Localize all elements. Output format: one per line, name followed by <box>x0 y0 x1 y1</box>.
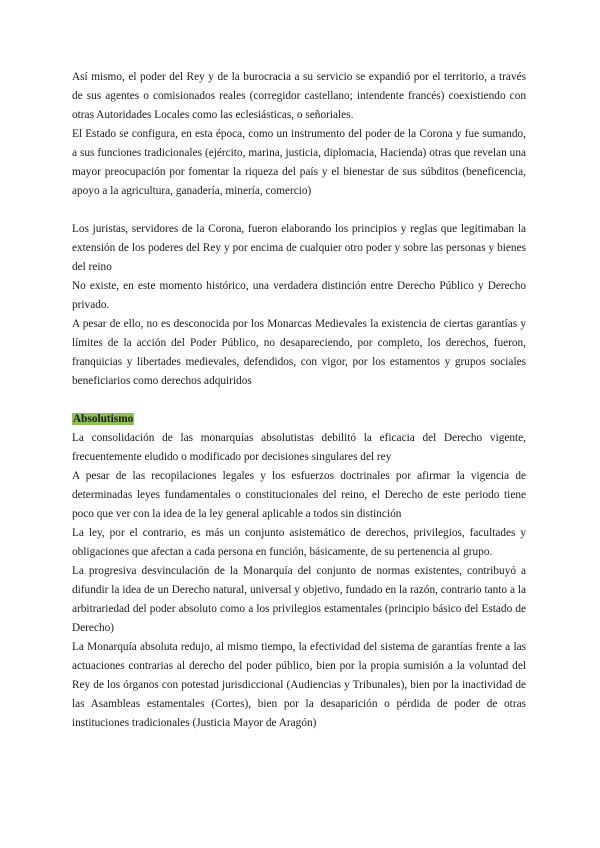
paragraph: La consolidación de las monarquías absolutistas debilitó la eficacia del Derecho vigente, frecuentemente eludido o modificado por decisiones singulares del rey <box>72 432 526 463</box>
blank-line <box>72 391 526 410</box>
paragraph: La ley, por el contrario, es más un conjunto asistemático de derechos, privilegios, facultades y obligaciones que afectan a cada persona en función, básicamente, de su pertenencia al grupo. <box>72 527 526 558</box>
paragraph: El Estado se configura, en esta época, como un instrumento del poder de la Corona y fue sumando, a sus funciones tradicionales (ejército, marina, justicia, diplomacia, Hacienda) otras que revelan una mayor preocupación por fomentar la riqueza del país y el bienestar de sus súbditos (beneficencia, apoyo a la agricultura, ganadería, minería, comercio) <box>72 128 526 197</box>
paragraph: No existe, en este momento histórico, una verdadera distinción entre Derecho Público y Derecho privado. <box>72 280 526 311</box>
section-heading-text: Absolutismo <box>73 413 134 425</box>
paragraph: A pesar de las recopilaciones legales y los esfuerzos doctrinales por afirmar la vigencia de determinadas leyes fundamentales o constitucionales del reino, el Derecho de este periodo tiene poco que ver con la idea de la ley general aplicable a todos sin distinción <box>72 470 526 520</box>
document-body <box>72 68 526 733</box>
blank-line <box>72 201 526 220</box>
paragraph: Los juristas, servidores de la Corona, fueron elaborando los principios y reglas que legitimaban la extensión de los poderes del Rey y por encima de cualquier otro poder y sobre las personas y bienes del reino <box>72 223 526 273</box>
paragraph: La progresiva desvinculación de la Monarquía del conjunto de normas existentes, contribuyó a difundir la idea de un Derecho natural, universal y objetivo, fundado en la razón, contrario tanto a la arbitrariedad del poder absoluto como a los privilegios estamentales (principio básico del Estado de Derecho) <box>72 565 526 634</box>
paragraph: Así mismo, el poder del Rey y de la burocracia a su servicio se expandió por el territorio, a través de sus agentes o comisionados reales (corregidor castellano; intendente francés) coexistiendo con otras Autoridades Locales como las eclesiásticas, o señoriales. <box>72 71 526 121</box>
paragraph: La Monarquía absoluta redujo, al mismo tiempo, la efectividad del sistema de garantías frente a las actuaciones contrarias al derecho del poder público, bien por la propia sumisión a la voluntad del Rey de los órganos con potestad jurisdiccional (Audiencias y Tribunales), bien por la inactividad de las Asambleas estamentales (Cortes), bien por la desaparición o pérdida de poder de otras instituciones tradicionales (Justicia Mayor de Aragón) <box>72 641 526 729</box>
section-heading <box>72 410 526 429</box>
paragraph: A pesar de ello, no es desconocida por los Monarcas Medievales la existencia de ciertas garantías y límites de la acción del Poder Público, no desapareciendo, por completo, los derechos, fueron, franquicias y libertades medievales, defendidos, con vigor, por los estamentos y grupos sociales beneficiarios como derechos adquiridos <box>72 318 526 387</box>
